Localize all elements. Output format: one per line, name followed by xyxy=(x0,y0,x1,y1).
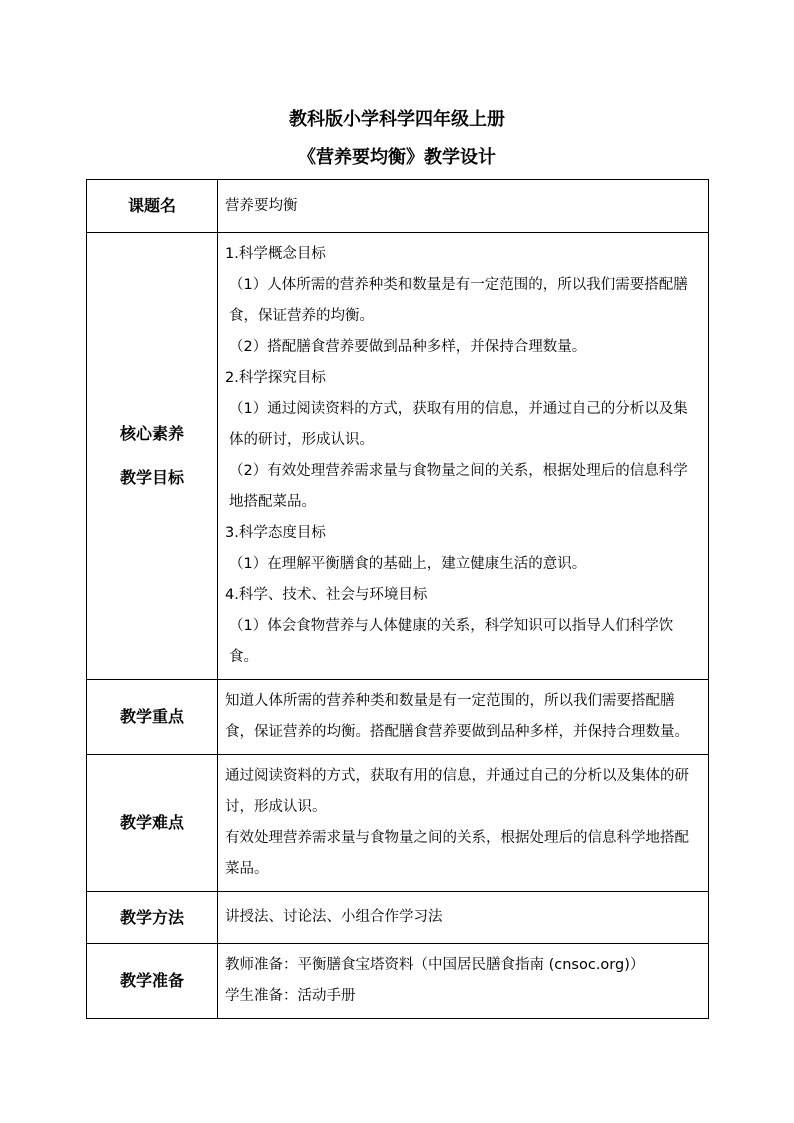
key-points-text: 知道人体所需的营养种类和数量是有一定范围的，所以我们需要搭配膳食，保证营养的均衡。搭配膳食营养要做到品种多样，并保持合理数量。 xyxy=(225,693,689,740)
preparation-label-cell xyxy=(87,944,218,1019)
difficulty-item: 有效处理营养需求量与食物量之间的关系，根据处理后的信息科学地搭配菜品。 xyxy=(225,830,689,877)
objective-item: （2）搭配膳食营养要做到品种多样，并保持合理数量。 xyxy=(229,339,587,355)
methods-content-cell xyxy=(218,892,709,944)
preparation-label: 教学准备 xyxy=(119,971,184,990)
objectives-label-line2: 教学目标 xyxy=(119,468,184,487)
methods-value: 讲授法、讨论法、小组合作学习法 xyxy=(225,909,443,925)
key-points-content-cell xyxy=(218,680,709,755)
document-subtitle: 《营养要均衡》教学设计 xyxy=(298,147,496,168)
topic-value-cell xyxy=(218,180,709,233)
difficulties-content-cell xyxy=(218,755,709,892)
objective-item: （1）体会食物营养与人体健康的关系，科学知识可以指导人们科学饮食。 xyxy=(229,618,674,665)
table-row-preparation xyxy=(87,944,709,1019)
key-points-label-cell xyxy=(87,680,218,755)
document-title: 教科版小学科学四年级上册 xyxy=(289,109,505,130)
objective-item: （1）在理解平衡膳食的基础上，建立健康生活的意识。 xyxy=(229,556,587,572)
objective-item: （2）有效处理营养需求量与食物量之间的关系，根据处理后的信息科学地搭配菜品。 xyxy=(229,463,688,510)
objective-heading-stse: 4.科学、技术、社会与环境目标 xyxy=(225,587,428,603)
topic-value: 营养要均衡 xyxy=(225,197,298,214)
objectives-label-cell xyxy=(87,233,218,680)
difficulty-item: 通过阅读资料的方式，获取有用的信息，并通过自己的分析以及集体的研讨，形成认识。 xyxy=(225,768,689,815)
preparation-teacher: 教师准备：平衡膳食宝塔资料（中国居民膳食指南 (cnsoc.org)） xyxy=(225,957,645,973)
objectives-content-cell xyxy=(218,233,709,680)
difficulties-label-cell xyxy=(87,755,218,892)
table-row-objectives xyxy=(87,233,709,680)
objective-heading-inquiry: 2.科学探究目标 xyxy=(225,370,326,386)
objective-heading-attitude: 3.科学态度目标 xyxy=(225,525,326,541)
methods-label: 教学方法 xyxy=(119,907,184,927)
table-row-difficulties xyxy=(87,755,709,892)
objectives-label-line1: 核心素养 xyxy=(119,424,184,443)
table-row-key-points xyxy=(87,680,709,755)
preparation-content-cell xyxy=(218,944,709,1019)
methods-label-cell xyxy=(87,892,218,944)
objective-item: （1）人体所需的营养种类和数量是有一定范围的，所以我们需要搭配膳食，保证营养的均衡。 xyxy=(229,277,688,324)
table-row-topic xyxy=(87,180,709,233)
key-points-label: 教学重点 xyxy=(119,707,184,726)
objective-item: （1）通过阅读资料的方式，获取有用的信息，并通过自己的分析以及集体的研讨，形成认识。 xyxy=(229,401,688,448)
table-row-methods xyxy=(87,892,709,944)
topic-label-cell xyxy=(87,180,218,233)
lesson-plan-table xyxy=(86,179,709,1019)
preparation-student: 学生准备：活动手册 xyxy=(225,988,356,1004)
objective-heading-concept: 1.科学概念目标 xyxy=(225,246,326,262)
topic-label: 课题名 xyxy=(127,196,176,215)
difficulties-label: 教学难点 xyxy=(119,813,184,832)
